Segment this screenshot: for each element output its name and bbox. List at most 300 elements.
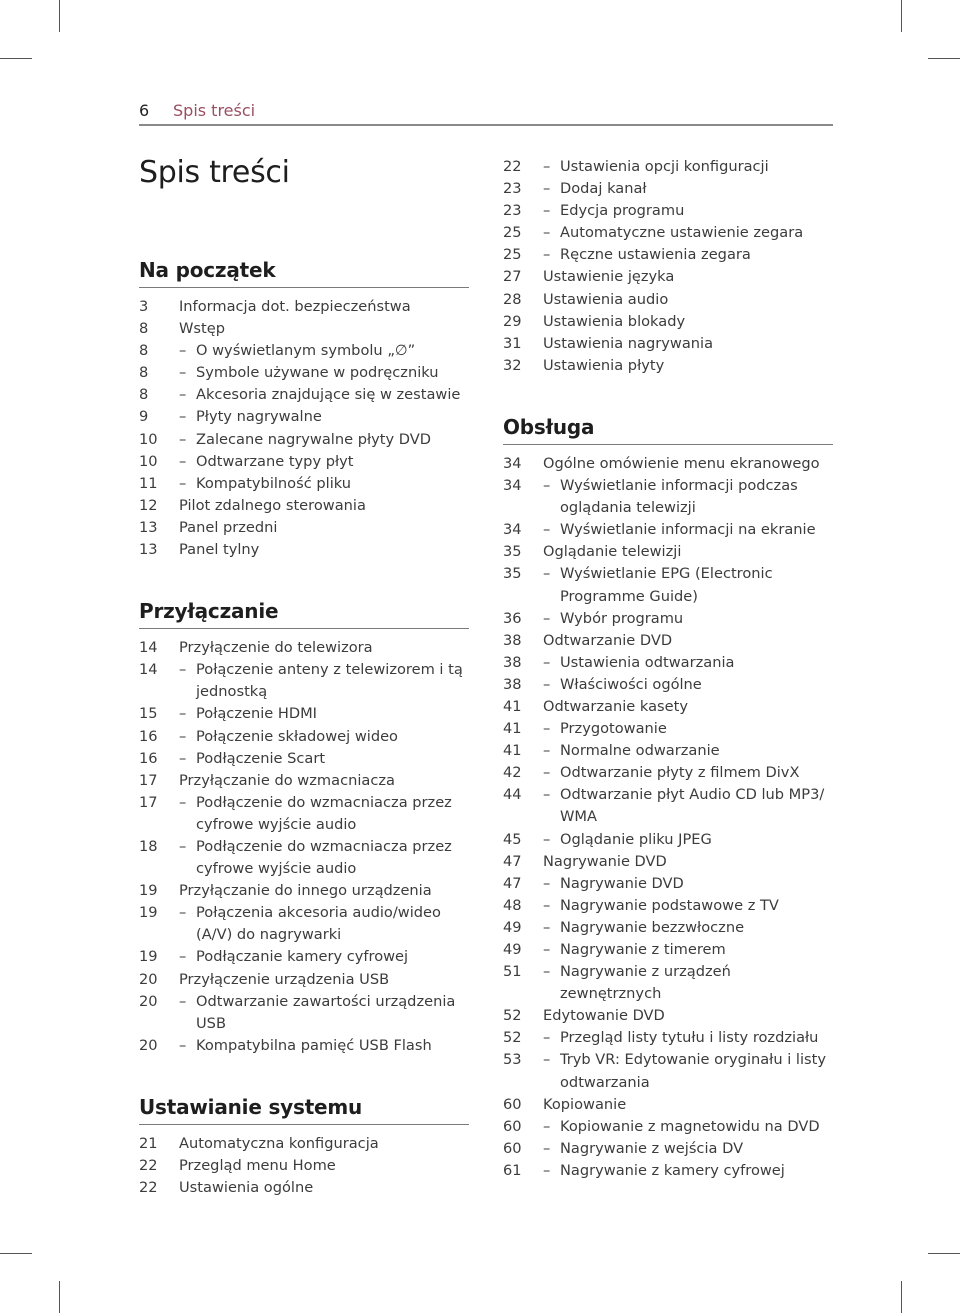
toc-entry-text bbox=[543, 762, 833, 784]
toc-entry[interactable] bbox=[503, 355, 833, 377]
toc-page-number: 13 bbox=[139, 541, 158, 559]
sub-entry-dash: – bbox=[543, 1029, 551, 1047]
toc-entry-text bbox=[179, 748, 469, 770]
toc-entry[interactable] bbox=[503, 630, 833, 652]
toc-entry[interactable] bbox=[503, 652, 833, 674]
toc-entry[interactable] bbox=[139, 991, 469, 1035]
toc-entry[interactable] bbox=[503, 453, 833, 475]
toc-page-number: 41 bbox=[503, 720, 522, 738]
toc-page-number: 32 bbox=[503, 356, 522, 374]
toc-entry[interactable] bbox=[139, 1177, 469, 1199]
toc-page-number: 49 bbox=[503, 918, 522, 936]
sub-entry-dash: – bbox=[179, 1036, 187, 1054]
toc-entry[interactable] bbox=[139, 703, 469, 725]
toc-entry-text bbox=[543, 873, 833, 895]
toc-entry-text bbox=[179, 1177, 469, 1199]
toc-page-number: 16 bbox=[139, 727, 158, 745]
toc-entry[interactable] bbox=[503, 674, 833, 696]
toc-page-number: 16 bbox=[139, 749, 158, 767]
crop-mark-top-left bbox=[59, 0, 60, 32]
toc-entry[interactable] bbox=[503, 244, 833, 266]
toc-entry-text bbox=[543, 1049, 833, 1093]
toc-entry[interactable] bbox=[503, 1094, 833, 1116]
sub-entry-dash: – bbox=[543, 224, 551, 242]
sub-entry-dash: – bbox=[543, 941, 551, 958]
toc-entry-text bbox=[543, 917, 833, 939]
toc-entry-label: Automatyczna konfiguracja bbox=[179, 1134, 379, 1152]
toc-entry[interactable] bbox=[139, 362, 469, 384]
toc-entry[interactable] bbox=[503, 1138, 833, 1160]
toc-page-number: 22 bbox=[139, 1157, 158, 1174]
toc-entry-text bbox=[543, 1116, 833, 1138]
toc-page-number: 42 bbox=[503, 764, 522, 782]
sub-entry-dash: – bbox=[543, 565, 551, 583]
toc-entry[interactable] bbox=[503, 696, 833, 718]
toc-page-number: 38 bbox=[503, 653, 522, 671]
toc-entry-label: Wyświetlanie informacji podczas oglądania telewizji bbox=[560, 477, 798, 517]
toc-entry-text bbox=[179, 318, 469, 340]
toc-entry[interactable] bbox=[139, 1035, 469, 1057]
toc-entry-label: Nagrywanie z wejścia DV bbox=[560, 1139, 744, 1157]
toc-page-number: 41 bbox=[503, 742, 522, 760]
toc-entry[interactable] bbox=[139, 296, 469, 318]
section-continued bbox=[503, 156, 833, 377]
toc-entry[interactable] bbox=[503, 475, 833, 519]
toc-entry-text bbox=[179, 726, 469, 748]
toc-entry-text bbox=[179, 969, 469, 991]
toc-entry-text bbox=[543, 244, 833, 266]
toc-entry-text bbox=[543, 961, 833, 1005]
toc-page-number: 8 bbox=[139, 342, 149, 360]
sub-entry-dash: – bbox=[179, 749, 187, 767]
sub-entry-dash: – bbox=[543, 918, 551, 936]
header-title: Spis treści bbox=[173, 101, 256, 120]
header-page-number: 6 bbox=[139, 101, 150, 120]
toc-page-number: 51 bbox=[503, 963, 522, 981]
toc-entry[interactable] bbox=[503, 333, 833, 355]
toc-entry-text bbox=[179, 836, 469, 880]
toc-entry-text bbox=[543, 333, 833, 355]
toc-entry-label: Połączenie anteny z telewizorem i tą jednostką bbox=[196, 661, 463, 701]
toc-entry-label: Podłączenie do wzmacniacza przez cyfrowe wyjście audio bbox=[196, 793, 452, 833]
toc-page-number: 14 bbox=[139, 639, 158, 657]
toc-entry-label: Panel tylny bbox=[179, 541, 260, 559]
sub-entry-dash: – bbox=[179, 793, 187, 811]
toc-entry-text bbox=[543, 563, 833, 607]
toc-entry[interactable] bbox=[503, 740, 833, 762]
crop-mark-right-top bbox=[928, 58, 960, 59]
toc-page-number: 25 bbox=[503, 246, 522, 264]
toc-entry-text bbox=[179, 1155, 469, 1177]
sub-entry-dash: – bbox=[179, 452, 187, 470]
toc-entry[interactable] bbox=[503, 718, 833, 740]
sub-entry-dash: – bbox=[543, 180, 551, 198]
sub-entry-dash: – bbox=[179, 705, 187, 723]
toc-entry-text bbox=[543, 740, 833, 762]
toc-entry[interactable] bbox=[503, 289, 833, 311]
toc-entry-label: Nagrywanie z urządzeń zewnętrznych bbox=[560, 963, 731, 1003]
sub-entry-dash: – bbox=[543, 202, 551, 220]
sub-entry-dash: – bbox=[179, 992, 187, 1010]
toc-entry[interactable] bbox=[503, 939, 833, 961]
crop-mark-bottom-left bbox=[59, 1281, 60, 1313]
toc-entry[interactable] bbox=[503, 895, 833, 917]
toc-page-number: 15 bbox=[139, 705, 158, 723]
toc-entry[interactable] bbox=[503, 851, 833, 873]
sub-entry-dash: – bbox=[543, 742, 551, 760]
toc-entry[interactable] bbox=[139, 406, 469, 428]
toc-entry[interactable] bbox=[139, 429, 469, 451]
toc-entry-text bbox=[179, 495, 469, 517]
toc-entry-text bbox=[179, 880, 469, 902]
toc-entry-text bbox=[543, 939, 833, 961]
toc-entry-text bbox=[543, 355, 833, 377]
toc-page-number: 60 bbox=[503, 1139, 522, 1157]
toc-entry[interactable] bbox=[139, 495, 469, 517]
toc-entry[interactable] bbox=[139, 792, 469, 836]
toc-entry-label: Połączenie składowej wideo bbox=[196, 727, 398, 745]
toc-page-number: 49 bbox=[503, 941, 522, 958]
toc-page-number: 53 bbox=[503, 1051, 522, 1069]
toc-entry-text bbox=[543, 266, 833, 288]
toc-entry[interactable] bbox=[503, 829, 833, 851]
sub-entry-dash: – bbox=[543, 158, 551, 175]
toc-entry-label: Automatyczne ustawienie zegara bbox=[560, 224, 804, 242]
section-heading: Przyłączanie bbox=[139, 599, 469, 629]
toc-page-number: 47 bbox=[503, 852, 522, 870]
toc-entry-label: Ustawienia płyty bbox=[543, 356, 665, 374]
toc-entry[interactable] bbox=[503, 1027, 833, 1049]
toc-page-number: 17 bbox=[139, 771, 158, 789]
toc-page-number: 47 bbox=[503, 874, 522, 892]
toc-page-number: 8 bbox=[139, 320, 149, 338]
toc-page-number: 8 bbox=[139, 364, 149, 382]
toc-entry-label: Podłączenie do wzmacniacza przez cyfrowe wyjście audio bbox=[196, 837, 452, 878]
toc-entry-text bbox=[543, 541, 833, 563]
toc-entry[interactable] bbox=[139, 1155, 469, 1177]
toc-entry[interactable] bbox=[503, 873, 833, 895]
toc-page-number: 23 bbox=[503, 202, 522, 220]
toc-entry[interactable] bbox=[503, 1005, 833, 1027]
toc-entry-label: Właściwości ogólne bbox=[560, 675, 702, 693]
toc-page-number: 31 bbox=[503, 334, 522, 352]
section-przylaczanie bbox=[139, 599, 469, 1057]
toc-page-number: 45 bbox=[503, 830, 522, 848]
toc-entry-label: Wybór programu bbox=[560, 609, 684, 627]
toc-entry[interactable] bbox=[139, 340, 469, 362]
toc-page-number: 34 bbox=[503, 477, 522, 495]
sub-entry-dash: – bbox=[543, 720, 551, 738]
toc-entry-label: Nagrywanie z kamery cyfrowej bbox=[560, 1161, 785, 1179]
toc-entry-text bbox=[179, 659, 469, 703]
toc-page-number: 3 bbox=[139, 298, 149, 315]
sub-entry-dash: – bbox=[543, 1051, 551, 1069]
toc-entry-text bbox=[543, 630, 833, 652]
toc-entry-label: Nagrywanie z timerem bbox=[560, 941, 726, 958]
toc-entry-text bbox=[543, 1005, 833, 1027]
sub-entry-dash: – bbox=[543, 764, 551, 782]
toc-entry[interactable] bbox=[139, 1133, 469, 1155]
toc-entry[interactable] bbox=[503, 961, 833, 1005]
toc-entry-label: Panel przedni bbox=[179, 518, 278, 536]
toc-entry-text bbox=[179, 637, 469, 659]
toc-entry[interactable] bbox=[139, 902, 469, 946]
toc-entry[interactable] bbox=[503, 178, 833, 200]
toc-page-number: 19 bbox=[139, 904, 158, 922]
toc-entry[interactable] bbox=[503, 1160, 833, 1182]
toc-entry-label: Odtwarzanie zawartości urządzenia USB bbox=[196, 992, 456, 1032]
toc-page-number: 38 bbox=[503, 675, 522, 693]
toc-entry-label: Kompatybilna pamięć USB Flash bbox=[196, 1036, 432, 1054]
toc-page-number: 41 bbox=[503, 697, 522, 715]
toc-entry-label: Symbole używane w podręczniku bbox=[196, 364, 439, 382]
toc-entry-text bbox=[543, 674, 833, 696]
toc-entry-text bbox=[543, 652, 833, 674]
toc-entry-text bbox=[179, 296, 469, 318]
toc-right-column bbox=[503, 156, 833, 1182]
toc-entry[interactable] bbox=[503, 541, 833, 563]
sub-entry-dash: – bbox=[543, 246, 551, 264]
toc-entry-label: Akcesoria znajdujące się w zestawie bbox=[196, 386, 461, 404]
toc-entry[interactable] bbox=[503, 608, 833, 630]
section-ustawianie-systemu bbox=[139, 1095, 469, 1199]
toc-entry-text bbox=[543, 1138, 833, 1160]
toc-entry[interactable] bbox=[139, 451, 469, 473]
toc-entry-text bbox=[543, 718, 833, 740]
toc-entry-label: Wstęp bbox=[179, 320, 225, 338]
toc-entry[interactable] bbox=[503, 1049, 833, 1093]
toc-entry-text bbox=[543, 1094, 833, 1116]
toc-entry-label: Normalne odwarzanie bbox=[560, 742, 720, 760]
toc-entry-label: Kopiowanie z magnetowidu na DVD bbox=[560, 1117, 820, 1135]
toc-entry-text bbox=[543, 608, 833, 630]
toc-entry-label: Odtwarzanie płyt Audio CD lub MP3/ WMA bbox=[560, 786, 825, 826]
toc-page-number: 29 bbox=[503, 312, 522, 330]
toc-page-number: 48 bbox=[503, 896, 522, 914]
toc-entry-label: Nagrywanie DVD bbox=[560, 874, 684, 892]
toc-entry[interactable] bbox=[139, 748, 469, 770]
toc-entry[interactable] bbox=[503, 563, 833, 607]
toc-entry-text bbox=[543, 453, 833, 475]
toc-entry-text bbox=[543, 784, 833, 828]
toc-entry-text bbox=[179, 792, 469, 836]
toc-entry-text bbox=[543, 1027, 833, 1049]
toc-entry-text bbox=[543, 829, 833, 851]
toc-entry-label: Podłączanie kamery cyfrowej bbox=[196, 948, 409, 966]
sub-entry-dash: – bbox=[179, 342, 187, 360]
toc-entry-label: Przyłączanie do wzmacniacza bbox=[179, 771, 395, 789]
toc-entry-label: Odtwarzane typy płyt bbox=[196, 452, 354, 470]
toc-entry-label: Pilot zdalnego sterowania bbox=[179, 496, 366, 514]
toc-entry-text bbox=[543, 851, 833, 873]
sub-entry-dash: – bbox=[179, 837, 187, 855]
toc-entry-text bbox=[543, 519, 833, 541]
toc-entry-label: Informacja dot. bezpieczeństwa bbox=[179, 298, 411, 315]
toc-entry-label: Połączenia akcesoria audio/wideo (A/V) do nagrywarki bbox=[196, 904, 441, 944]
sub-entry-dash: – bbox=[179, 727, 187, 745]
toc-page-number: 25 bbox=[503, 224, 522, 242]
toc-page-number: 10 bbox=[139, 430, 158, 448]
toc-entry[interactable] bbox=[139, 880, 469, 902]
toc-entry-label: Płyty nagrywalne bbox=[196, 408, 322, 426]
toc-page-number: 17 bbox=[139, 793, 158, 811]
sub-entry-dash: – bbox=[179, 904, 187, 922]
toc-entry-label: Przegląd listy tytułu i listy rozdziału bbox=[560, 1029, 819, 1047]
toc-entry-label: Ustawienia odtwarzania bbox=[560, 653, 735, 671]
toc-entry-text bbox=[543, 1160, 833, 1182]
toc-entry-text bbox=[179, 770, 469, 792]
toc-entry[interactable] bbox=[139, 637, 469, 659]
toc-entry-label: Odtwarzanie płyty z filmem DivX bbox=[560, 764, 800, 782]
toc-entry-label: Odtwarzanie kasety bbox=[543, 697, 688, 715]
toc-page-number: 60 bbox=[503, 1095, 522, 1113]
toc-entry-label: Przyłączanie do innego urządzenia bbox=[179, 882, 432, 900]
toc-entry-label: Oglądanie telewizji bbox=[543, 543, 682, 561]
sub-entry-dash: – bbox=[543, 874, 551, 892]
sub-entry-dash: – bbox=[543, 477, 551, 495]
toc-page-number: 18 bbox=[139, 837, 158, 855]
section-obsluga bbox=[503, 415, 833, 1182]
toc-entry-label: Oglądanie pliku JPEG bbox=[560, 830, 712, 848]
toc-entry-text bbox=[179, 1035, 469, 1057]
toc-entry-text bbox=[543, 200, 833, 222]
toc-page-number: 27 bbox=[503, 268, 522, 286]
toc-entry[interactable] bbox=[139, 539, 469, 561]
toc-entry[interactable] bbox=[139, 836, 469, 880]
crop-mark-left-top bbox=[0, 58, 32, 59]
toc-entry-text bbox=[543, 311, 833, 333]
toc-entry[interactable] bbox=[503, 311, 833, 333]
toc-page-number: 23 bbox=[503, 180, 522, 198]
toc-entry-label: Przyłączenie urządzenia USB bbox=[179, 970, 390, 988]
toc-entry[interactable] bbox=[139, 726, 469, 748]
toc-page-number: 35 bbox=[503, 543, 522, 561]
toc-page-number: 10 bbox=[139, 452, 158, 470]
toc-entry[interactable] bbox=[139, 770, 469, 792]
toc-entry-text bbox=[179, 451, 469, 473]
sub-entry-dash: – bbox=[179, 474, 187, 492]
sub-entry-dash: – bbox=[543, 963, 551, 981]
toc-entry-text bbox=[179, 902, 469, 946]
toc-entry-text bbox=[179, 517, 469, 539]
toc-left-column bbox=[139, 150, 469, 1199]
toc-page-number: 52 bbox=[503, 1007, 522, 1025]
toc-entry-text bbox=[543, 475, 833, 519]
toc-entry-label: Edycja programu bbox=[560, 202, 685, 220]
toc-entry-text bbox=[179, 384, 469, 406]
toc-entry[interactable] bbox=[503, 156, 833, 178]
toc-page-number: 9 bbox=[139, 408, 149, 426]
toc-page-number: 22 bbox=[139, 1179, 158, 1197]
sub-entry-dash: – bbox=[543, 675, 551, 693]
toc-entry[interactable] bbox=[139, 659, 469, 703]
toc-entry[interactable] bbox=[139, 318, 469, 340]
sub-entry-dash: – bbox=[179, 408, 187, 426]
toc-entry-text bbox=[179, 473, 469, 495]
toc-page-number: 13 bbox=[139, 518, 158, 536]
toc-entry-text bbox=[543, 895, 833, 917]
toc-entry-text bbox=[543, 156, 833, 178]
toc-entry[interactable] bbox=[139, 384, 469, 406]
sub-entry-dash: – bbox=[543, 1161, 551, 1179]
toc-entry-text bbox=[543, 222, 833, 244]
toc-page-number: 60 bbox=[503, 1117, 522, 1135]
toc-page-number: 44 bbox=[503, 786, 522, 804]
toc-entry-label: Podłączenie Scart bbox=[196, 749, 326, 767]
sub-entry-dash: – bbox=[543, 1117, 551, 1135]
toc-entry[interactable] bbox=[503, 200, 833, 222]
sub-entry-dash: – bbox=[543, 521, 551, 539]
toc-page-number: 20 bbox=[139, 992, 158, 1010]
toc-entry[interactable] bbox=[503, 917, 833, 939]
toc-page-number: 34 bbox=[503, 454, 522, 472]
toc-entry[interactable] bbox=[139, 969, 469, 991]
header-rule bbox=[139, 124, 833, 126]
toc-entry-label: Odtwarzanie DVD bbox=[543, 631, 673, 649]
toc-page-number: 21 bbox=[139, 1134, 158, 1152]
toc-entry-label: O wyświetlanym symbolu „∅” bbox=[196, 342, 416, 360]
toc-entry[interactable] bbox=[503, 1116, 833, 1138]
toc-entry-label: Nagrywanie podstawowe z TV bbox=[560, 896, 779, 914]
toc-entry[interactable] bbox=[503, 762, 833, 784]
toc-page-number: 36 bbox=[503, 609, 522, 627]
toc-page-number: 52 bbox=[503, 1029, 522, 1047]
toc-page-number: 19 bbox=[139, 882, 158, 900]
toc-entry-label: Edytowanie DVD bbox=[543, 1007, 665, 1025]
toc-entry-label: Ręczne ustawienia zegara bbox=[560, 246, 751, 264]
sub-entry-dash: – bbox=[179, 364, 187, 382]
toc-entry[interactable] bbox=[139, 946, 469, 968]
sub-entry-dash: – bbox=[543, 896, 551, 914]
sub-entry-dash: – bbox=[543, 609, 551, 627]
toc-entry-label: Ogólne omówienie menu ekranowego bbox=[543, 454, 820, 472]
sub-entry-dash: – bbox=[543, 786, 551, 804]
toc-entry-text bbox=[179, 362, 469, 384]
toc-entry-label: Wyświetlanie EPG (Electronic Programme Guide) bbox=[560, 565, 773, 605]
toc-entry-text bbox=[543, 289, 833, 311]
toc-page-number: 61 bbox=[503, 1161, 522, 1179]
toc-entry-label: Przegląd menu Home bbox=[179, 1157, 336, 1174]
toc-entry-text bbox=[179, 340, 469, 362]
toc-entry-text bbox=[179, 406, 469, 428]
section-heading: Ustawianie systemu bbox=[139, 1095, 469, 1125]
toc-entry-label: Ustawienia ogólne bbox=[179, 1179, 314, 1197]
toc-page-number: 19 bbox=[139, 948, 158, 966]
toc-entry[interactable] bbox=[139, 517, 469, 539]
toc-entry-label: Ustawienie języka bbox=[543, 268, 675, 286]
toc-entry[interactable] bbox=[503, 266, 833, 288]
crop-mark-left-bottom bbox=[0, 1253, 32, 1254]
sub-entry-dash: – bbox=[543, 830, 551, 848]
toc-entry-label: Ustawienia opcji konfiguracji bbox=[560, 158, 769, 175]
toc-page-number: 14 bbox=[139, 661, 158, 679]
toc-entry-text bbox=[543, 178, 833, 200]
toc-entry[interactable] bbox=[503, 222, 833, 244]
toc-page-number: 12 bbox=[139, 496, 158, 514]
toc-entry[interactable] bbox=[503, 784, 833, 828]
toc-entry-label: Dodaj kanał bbox=[560, 180, 647, 198]
crop-mark-bottom-right bbox=[901, 1281, 902, 1313]
toc-entry-label: Kopiowanie bbox=[543, 1095, 627, 1113]
section-heading: Obsługa bbox=[503, 415, 833, 445]
section-heading: Na początek bbox=[139, 258, 469, 288]
toc-entry-label: Ustawienia blokady bbox=[543, 312, 686, 330]
toc-entry[interactable] bbox=[503, 519, 833, 541]
toc-entry-label: Tryb VR: Edytowanie oryginału i listy odtwarzania bbox=[560, 1051, 826, 1091]
toc-entry-text bbox=[543, 696, 833, 718]
toc-entry-label: Przygotowanie bbox=[560, 720, 667, 738]
toc-entry[interactable] bbox=[139, 473, 469, 495]
